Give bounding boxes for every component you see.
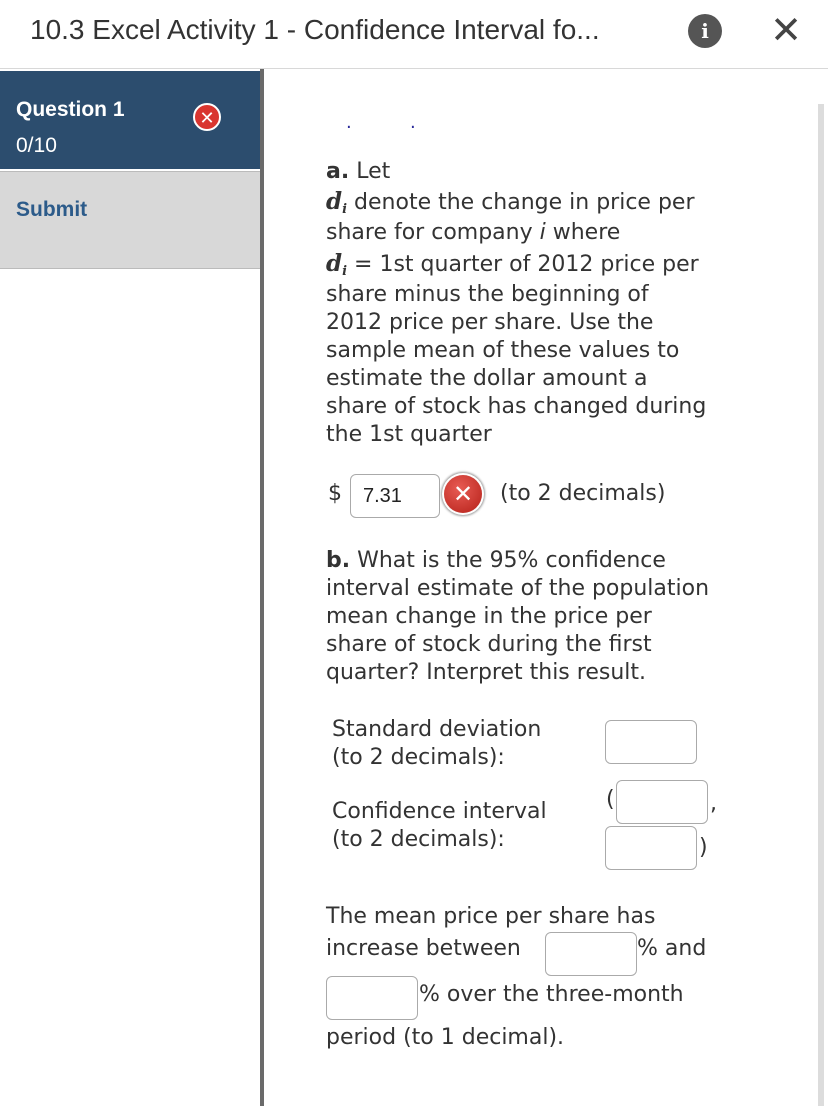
part-c-line-1: The mean price per share has (326, 904, 656, 929)
question-sidebar (0, 69, 260, 1106)
decorative-dot: · (410, 117, 416, 138)
part-a-heading: a. Let (326, 159, 391, 184)
standard-deviation-input[interactable] (605, 720, 697, 764)
close-icon[interactable]: ✕ (770, 8, 802, 52)
part-b-line-3: mean change in the price per (326, 604, 652, 629)
question-score: 0/10 (16, 134, 57, 157)
submit-label: Submit (16, 198, 88, 221)
part-b-line-4: share of stock during the first (326, 632, 652, 657)
sd-label-line-2: (to 2 decimals): (332, 745, 505, 770)
sidebar-item-question-1[interactable] (0, 71, 260, 169)
ci-lower-input[interactable] (616, 780, 708, 824)
variable-d: $d_i$ (326, 188, 348, 217)
scrollbar[interactable] (818, 104, 824, 1106)
part-a-line-2: share for company i where (326, 220, 621, 245)
decorative-dot: · (346, 117, 352, 138)
window-header (0, 0, 828, 69)
variable-d: $d_i$ (326, 250, 348, 279)
precision-note: (to 2 decimals) (500, 481, 666, 506)
part-a-rest-3: sample mean of these values to (326, 338, 680, 363)
part-b-line-1: b. What is the 95% confidence (326, 548, 666, 573)
part-a-line-1: $d_i$ denote the change in price per (326, 188, 695, 217)
info-icon[interactable]: i (688, 14, 722, 48)
ci-close-paren: ) (699, 835, 708, 860)
ci-label-line-1: Confidence interval (332, 799, 547, 824)
currency-symbol: $ (328, 481, 342, 506)
part-a-rest-2: 2012 price per share. Use the (326, 310, 654, 335)
ci-comma: , (710, 791, 717, 816)
part-b-line-5: quarter? Interpret this result. (326, 660, 646, 685)
panel-divider (260, 69, 264, 1106)
percent-over-text: % over the three-month (419, 982, 684, 1007)
question-title: Question 1 (16, 98, 125, 121)
incorrect-answer-icon: ✕ (444, 475, 482, 513)
incorrect-status-icon: ✕ (193, 103, 221, 131)
ci-label-line-2: (to 2 decimals): (332, 827, 505, 852)
part-a-rest-1: share minus the beginning of (326, 282, 649, 307)
mean-change-input[interactable]: 7.31 (350, 474, 440, 518)
part-c-line-4: period (to 1 decimal). (326, 1025, 565, 1050)
percent-and-text: % and (637, 936, 707, 961)
part-a-rest-6: the 1st quarter (326, 422, 492, 447)
part-a-rest-5: share of stock has changed during (326, 394, 707, 419)
activity-title: 10.3 Excel Activity 1 - Confidence Interval fo... (30, 14, 600, 45)
submit-button[interactable] (0, 171, 260, 269)
part-c-line-2: increase between (326, 936, 521, 961)
ci-open-paren: ( (606, 787, 615, 812)
ci-upper-input[interactable] (605, 826, 697, 870)
sd-label-line-1: Standard deviation (332, 717, 542, 742)
part-b-line-2: interval estimate of the population (326, 576, 710, 601)
part-a-line-3: $d_i = 1st$ quarter of 2012 price per (326, 250, 699, 279)
part-a-rest-4: estimate the dollar amount a (326, 366, 648, 391)
percent-high-input[interactable] (326, 976, 418, 1020)
percent-low-input[interactable] (545, 932, 637, 976)
